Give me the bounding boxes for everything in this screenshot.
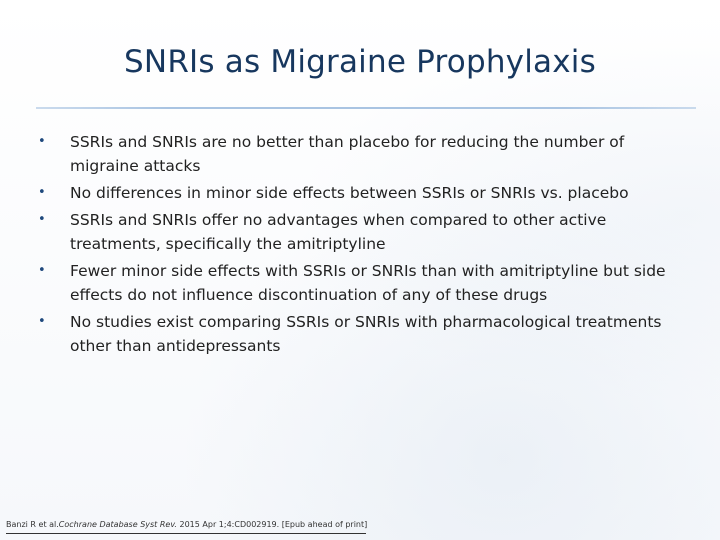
- bullet-text: SSRIs and SNRIs offer no advantages when compared to other active treatments, specifically the amitriptyline: [70, 211, 607, 253]
- citation-journal: Cochrane Database Syst Rev.: [58, 520, 177, 529]
- bullet-icon: •: [38, 314, 46, 329]
- bullet-icon: •: [38, 212, 46, 227]
- bullet-item: [38, 259, 678, 307]
- citation-details: 2015 Apr 1;4:CD002919. [Epub ahead of print]: [176, 520, 368, 529]
- bullet-item: [38, 208, 678, 256]
- bullet-item: [38, 310, 678, 358]
- citation-authors: Banzi R et al.: [6, 520, 59, 529]
- bullet-icon: •: [38, 185, 46, 200]
- bullet-item: [38, 130, 678, 178]
- slide-title: SNRIs as Migraine Prophylaxis: [124, 44, 596, 80]
- bullet-text: No differences in minor side effects between SSRIs or SNRIs vs. placebo: [70, 184, 629, 202]
- bullet-list: [38, 130, 678, 361]
- bullet-icon: •: [38, 134, 46, 149]
- citation: [6, 520, 367, 529]
- citation-underline: [6, 533, 366, 534]
- bullet-text: Fewer minor side effects with SSRIs or SNRIs than with amitriptyline but side effects do not influence discontinuation of any of these drugs: [70, 262, 666, 304]
- bullet-item: [38, 181, 678, 205]
- bullet-icon: •: [38, 263, 46, 278]
- bullet-text: SSRIs and SNRIs are no better than placebo for reducing the number of migraine attacks: [70, 133, 625, 175]
- title-divider: [36, 107, 696, 109]
- bullet-text: No studies exist comparing SSRIs or SNRIs with pharmacological treatments other than antidepressants: [70, 313, 662, 355]
